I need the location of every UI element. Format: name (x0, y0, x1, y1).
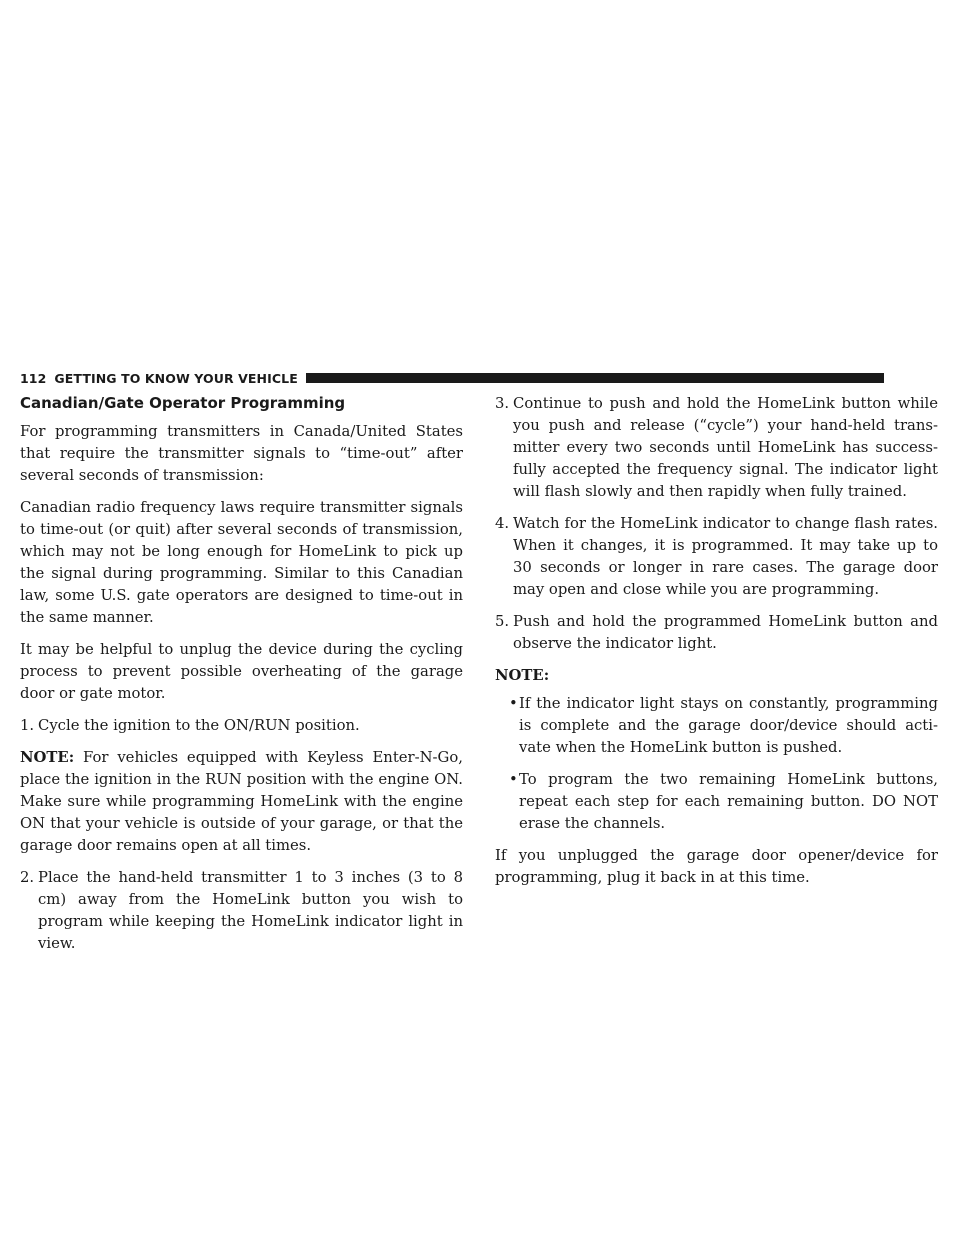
step-text: Push and hold the programmed HomeLink button and observe the indicator light. (513, 613, 938, 652)
step-number: 4. (495, 515, 510, 532)
page-header (20, 371, 884, 385)
left-column (20, 393, 463, 965)
step-text: Cycle the ignition to the ON/RUN position. (38, 717, 360, 734)
bullet-item (509, 693, 938, 759)
step-number: 5. (495, 613, 510, 630)
step-number: 1. (20, 717, 35, 734)
paragraph: Canadian radio frequency laws require transmitter signals to time-out (or quit) after several seconds of transmission, which may not be long enough for HomeLink to pick up the signal during programming. Similar to this Canadian law, some U.S. gate operators are designed to time-out in the same manner. (20, 499, 463, 626)
header-rule (306, 373, 884, 383)
step-3 (495, 393, 938, 503)
step-text: Continue to push and hold the HomeLink button while you push and release (“cycle”) your hand-held trans-mitter every two seconds until HomeLink has success-fully accepted the frequency signal. The indicator light will flash slowly and then rapidly when fully trained. (513, 395, 938, 500)
bullet-icon: • (509, 771, 518, 788)
step-number: 2. (20, 869, 35, 886)
paragraph: For programming transmitters in Canada/United States that require the transmitter signals to “time-out” after several seconds of transmission: (20, 423, 463, 484)
closing-paragraph: If you unplugged the garage door opener/device for programming, plug it back in at this time. (495, 847, 938, 886)
right-column (495, 393, 938, 899)
step-number: 3. (495, 395, 510, 412)
note-heading: NOTE: (495, 667, 550, 684)
step-text: Place the hand-held transmitter 1 to 3 inches (3 to 8 cm) away from the HomeLink button you wish to program while keeping the HomeLink indicator light in view. (38, 869, 463, 952)
step-text: Watch for the HomeLink indicator to change flash rates. When it changes, it is programmed. It may take up to 30 seconds or longer in rare cases. The garage door may open and close while you are programming. (513, 515, 938, 598)
section-title: GETTING TO KNOW YOUR VEHICLE (54, 370, 298, 386)
bullet-item (509, 769, 938, 835)
bullet-text: To program the two remaining HomeLink buttons, repeat each step for each remaining button. DO NOT erase the channels. (519, 771, 938, 832)
step-1 (20, 715, 463, 737)
note-label: NOTE: (20, 749, 75, 766)
step-2 (20, 867, 463, 955)
section-heading: Canadian/Gate Operator Programming (20, 394, 346, 412)
bullet-icon: • (509, 695, 518, 712)
note-paragraph (20, 747, 463, 857)
page-number: 112 (20, 370, 47, 386)
note-text: For vehicles equipped with Keyless Enter-N-Go, place the ignition in the RUN position with the engine ON. Make sure while programming HomeLink with the engine ON that your vehicle is outside of your garage, or that the garage door remains open at all times. (20, 749, 463, 854)
step-5 (495, 611, 938, 655)
paragraph: It may be helpful to unplug the device during the cycling process to prevent possible overheating of the garage door or gate motor. (20, 641, 463, 702)
bullet-text: If the indicator light stays on constantly, programming is complete and the garage door/device should acti-vate when the HomeLink button is pushed. (519, 695, 938, 756)
step-4 (495, 513, 938, 601)
